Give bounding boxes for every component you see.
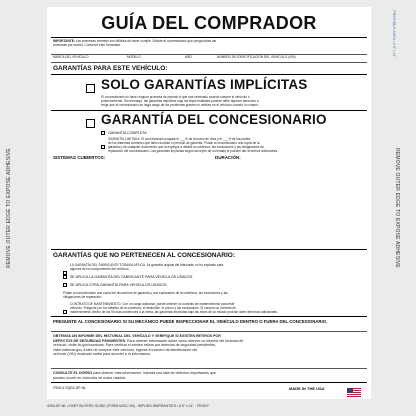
limited-text-1: GARANTÍA LIMITADA. El concesionario pagará el ___% de la mano de obra y el ___% de las partes [108, 137, 251, 141]
divider [51, 37, 367, 38]
limited-warranty-checkbox[interactable] [101, 138, 105, 156]
important-line-2: promesas por escrito. Conserve este formulario. [53, 43, 122, 47]
implied-title: SOLO GARANTÍAS IMPLÍCITAS [101, 77, 308, 92]
see-back-notice [53, 371, 365, 380]
footer-form-line: 4054-SP-NL • PART BUYERS GUIDE (FORM #2017-IN) - IMPLIED WARRANTIES • 8.5" x 11" - FRONT [47, 404, 209, 408]
divider [51, 62, 367, 63]
full-warranty-option [101, 131, 148, 135]
warranty-copy-note [63, 291, 365, 299]
history-text-3: visite safercar.gov. Antes de comprar este vehículo, ingrese el número de identificación del [53, 347, 198, 352]
systems-covered-label: SISTEMAS CUBIERTOS: [53, 155, 106, 160]
history-text-1: Para obtener información sobre cómo obtener un informe del historial del [127, 338, 244, 343]
us-flag-icon [347, 384, 361, 402]
page-title: GUÍA DEL COMPRADOR [101, 13, 317, 33]
note-line-1: Pídale al concesionario una copia del documento de garantía y una explicación de la cobertura, las exclusiones y las [63, 291, 228, 295]
cpo-manufacturer-option [63, 275, 193, 279]
implied-checkbox[interactable] [86, 80, 95, 98]
divider [51, 74, 367, 75]
history-bold-1: OBTENGA UN INFORME DEL HISTORIAL DEL VEHÍCULO Y VERIFIQUE SI EXISTEN RETIROS POR [53, 334, 221, 338]
divider [51, 368, 367, 369]
make-field-label: MARCA DEL VEHÍCULO [53, 55, 89, 59]
dealer-title: GARANTÍA DEL CONCESIONARIO [101, 112, 327, 127]
limited-warranty-text [108, 137, 365, 153]
full-warranty-checkbox[interactable] [101, 131, 105, 135]
see-back-text-2: pueden ocurrir en vehículos de motor usados. [53, 375, 127, 380]
implied-text-2: posteriormente. Sin embargo, las garantías implícitas bajo las leyes estatales podrían darle algunos derechos a [101, 99, 259, 103]
service-line-3: mantenimiento dentro de los 90 días posteriores a la venta, las garantías implícitas bajo las leyes de su estado podrían darle derechos adicionales. [70, 310, 278, 314]
limited-text-3: garantía y de cualquier documento que la explique a detalle la cobertura, las exclusiones y las obligaciones de [108, 145, 264, 149]
option1-line1: LA GARANTÍA DEL FABRICANTE TODAVÍA APLICA. La garantía original del fabricante no ha expirado para [70, 263, 224, 267]
vin-field-label: NÚMERO DE IDENTIFICACIÓN DEL VEHÍCULO (VIN) [217, 55, 296, 59]
important-notice [53, 39, 365, 47]
other-used-option [63, 283, 167, 287]
full-warranty-label: GARANTÍA COMPLETA. [108, 131, 148, 135]
cpo-manufacturer-checkbox[interactable] [63, 275, 67, 279]
cpo-manufacturer-label: SE APLICA LA GARANTÍA DEL FABRICANTE PARA VEHÍCULOS USADOS. [70, 275, 194, 279]
non-dealer-header: GARANTÍAS QUE NO PERTENECEN AL CONCESIONARIO: [53, 252, 236, 259]
other-used-label: SE APLICA OTRA GARANTÍA PARA VEHÍCULOS USADOS. [70, 283, 168, 287]
vehicle-history-notice [53, 334, 365, 357]
divider [51, 249, 367, 250]
dealer-checkbox[interactable] [86, 115, 95, 133]
important-label: IMPORTANTE: [53, 39, 75, 43]
other-used-checkbox[interactable] [63, 283, 67, 287]
inspection-notice: PREGUNTE AL CONCESIONARIO SI SU MECÁNICO PUEDE INSPECCIONAR EL VEHÍCULO DENTRO O FUERA DEL CONCESIONARIO. [53, 319, 328, 324]
divider [51, 110, 367, 111]
made-in-usa: MADE IN THE USA [289, 386, 325, 391]
model-field-label: MODELO [127, 55, 141, 59]
divider [51, 331, 367, 332]
warranties-header: GARANTÍAS PARA ESTE VEHÍCULO: [53, 65, 168, 72]
manufacturer-warranty-text [70, 263, 365, 271]
printable-area-note: PRINTABLE AREA • 8.5" x 11" [392, 10, 396, 58]
important-line-1: Las promesas verbales son difíciles de hacer cumplir. Solicite al concesionario que ponga todas las [75, 39, 217, 43]
history-text-4: vehículo (VIN) mostrado arriba para acceder a la información. [53, 352, 152, 357]
divider [51, 382, 367, 383]
history-bold-2: DEFECTOS DE SEGURIDAD PENDIENTES. [53, 338, 127, 343]
manufacturer-warranty-checkbox[interactable] [63, 264, 67, 282]
adhesive-instruction-right: REMOVE OUTER EDGE TO EXPOSE ADHESIVE [394, 148, 400, 268]
limited-text-4: reparación del concesionario. Las garantías implícitas según las leyes de su estado le pueden dar derechos adicionales. [108, 149, 279, 153]
note-line-2: obligaciones de reparación. [63, 295, 102, 299]
adhesive-instruction-left: REMOVE OUTER EDGE TO EXPOSE ADHESIVE [6, 148, 12, 268]
service-line-1: CONTRATO DE MANTENIMIENTO. Con un cargo adicional, puede obtener un contrato de mantenimiento para este [70, 302, 235, 306]
implied-text-3: exigir que el concesionario se haga cargo de los problemas graves no visibles en el vehículo cuando lo compró. [101, 103, 259, 107]
option1-line2: algunos de los componentes del vehículo. [70, 267, 130, 271]
implied-text-1: El concesionario no hace ninguna promesa de reparar lo que sea necesario cuando compre el vehículo o [101, 95, 250, 99]
year-field-label: AÑO [185, 55, 192, 59]
vehicle-fields [53, 55, 365, 61]
item-code: ITEM # SQS4-SP-NL [53, 386, 87, 390]
duration-label: DURACIÓN: [215, 155, 241, 160]
see-back-text: para obtener más información, incluida una lista de defectos importantes que [93, 371, 216, 375]
divider [51, 316, 367, 317]
service-line-2: vehículo. Pregunte por los detalles de la cobertura, el deducible, el precio y las exclusiones. Si compra un contrato de [70, 306, 237, 310]
service-contract-text [70, 302, 365, 314]
history-text-2: vehículo, visite ftc.gov/usedcars. Para verificar si existen retiros por defectos de seguridad pendientes, [53, 343, 216, 348]
buyers-guide-sheet [47, 7, 371, 399]
limited-text-2: de los sistemas cubiertos que fallen durante el período de garantía. Pídale al concesionario una copia de la [108, 141, 260, 145]
see-back-bold: CONSULTE EL DORSO [53, 371, 93, 375]
implied-text [101, 95, 363, 107]
